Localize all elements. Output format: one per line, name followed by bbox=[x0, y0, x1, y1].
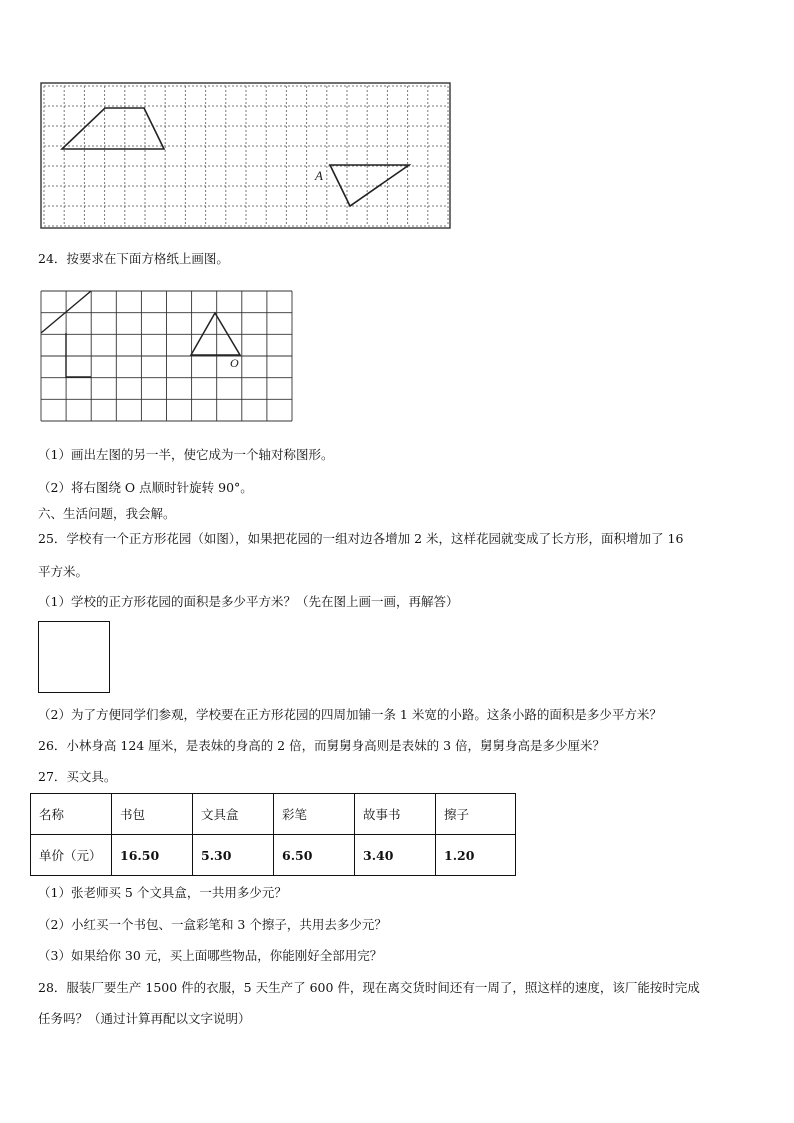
table-cell: 故事书 bbox=[355, 794, 436, 835]
q27-sub2: （2）小红买一个书包、一盒彩笔和 3 个擦子，共用去多少元？ bbox=[38, 917, 387, 932]
section-heading: 六、生活问题，我会解。 bbox=[38, 506, 176, 521]
half-figure-line-vertical bbox=[66, 333, 91, 377]
q27-sub1: （1）张老师买 5 个文具盒，一共用多少元？ bbox=[38, 885, 287, 900]
q24-sub1: （1）画出左图的另一半，使它成为一个轴对称图形。 bbox=[38, 447, 334, 462]
q25-line1: 25．学校有一个正方形花园（如图），如果把花园的一组对边各增加 2 米，这样花园就变成了长方形，面积增加了 16 bbox=[38, 531, 684, 546]
table-row bbox=[31, 835, 516, 876]
table-cell: 名称 bbox=[31, 794, 112, 835]
table-cell: 单价（元） bbox=[31, 835, 112, 876]
q28-line2: 任务吗？（通过计算再配以文字说明） bbox=[38, 1011, 251, 1026]
q26-text: 26．小林身高 124 厘米，是表妹的身高的 2 倍，而舅舅身高则是表妹的 3 倍，舅舅身高是多少厘米？ bbox=[38, 738, 606, 753]
q28-line1: 28．服装厂要生产 1500 件的衣服，5 天生产了 600 件，现在离交货时间还有一周了，照这样的速度，该厂能按时完成 bbox=[38, 980, 700, 995]
point-label-o: O bbox=[230, 356, 239, 370]
table-header-row bbox=[31, 794, 516, 835]
table-cell: 1.20 bbox=[436, 835, 516, 876]
q25-line2: 平方米。 bbox=[38, 564, 89, 579]
table-cell: 文具盒 bbox=[193, 794, 274, 835]
table-cell: 书包 bbox=[112, 794, 193, 835]
q24-title: 24．按要求在下面方格纸上画图。 bbox=[38, 251, 229, 266]
table-cell: 擦子 bbox=[436, 794, 516, 835]
table-cell: 6.50 bbox=[274, 835, 355, 876]
table-cell: 5.30 bbox=[193, 835, 274, 876]
table-cell: 3.40 bbox=[355, 835, 436, 876]
price-table bbox=[30, 793, 516, 876]
q23-grid-figure bbox=[40, 82, 452, 230]
table-cell: 彩笔 bbox=[274, 794, 355, 835]
q24-grid-figure bbox=[39, 289, 295, 423]
q25-sub1: （1）学校的正方形花园的面积是多少平方米？（先在图上画一画，再解答） bbox=[38, 594, 459, 609]
q25-sub2: （2）为了方便同学们参观，学校要在正方形花园的四周加铺一条 1 米宽的小路。这条小路的面积是多少平方米？ bbox=[38, 707, 662, 722]
q24-sub2: （2）将右图绕 O 点顺时针旋转 90°。 bbox=[38, 480, 253, 495]
q27-sub3: （3）如果给你 30 元，买上面哪些物品，你能刚好全部用完？ bbox=[38, 948, 383, 963]
point-label-a: A bbox=[315, 168, 323, 183]
table-cell: 16.50 bbox=[112, 835, 193, 876]
q27-title: 27．买文具。 bbox=[38, 769, 117, 784]
trapezoid-shape bbox=[62, 108, 164, 149]
square-garden-figure bbox=[38, 621, 110, 693]
